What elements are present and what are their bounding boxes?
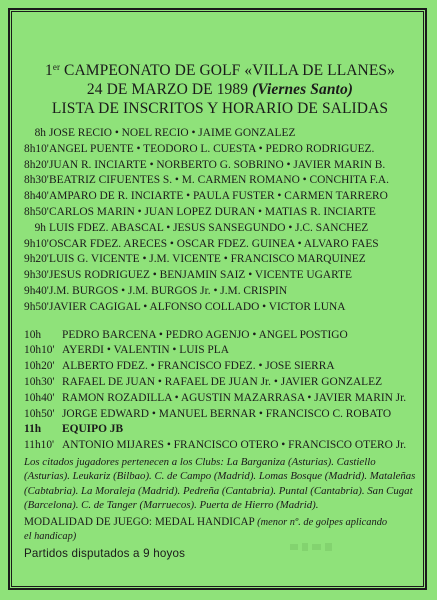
event-day-note: (Viernes Santo): [252, 81, 354, 98]
schedule-row: [24, 375, 416, 391]
player-names: RAFAEL DE JUAN • RAFAEL DE JUAN Jr. • JAVIER GONZALEZ: [62, 375, 383, 388]
schedule-row: [24, 284, 416, 300]
schedule-row: [24, 438, 416, 454]
tee-time: 9h10': [24, 237, 49, 250]
player-names: LUIS G. VICENTE • J.M. VICENTE • FRANCISCO MARQUINEZ: [49, 253, 366, 266]
modalidad-note: (menor nº. de golpes aplicando: [257, 516, 388, 528]
tee-time: 9h50': [24, 300, 49, 313]
schedule-row: [24, 359, 416, 375]
modalidad-label: MODALIDAD DE JUEGO: MEDAL HANDICAP: [24, 515, 255, 528]
title-line-1: [24, 58, 416, 80]
ordinal: 1: [44, 62, 53, 79]
player-names: EQUIPO JB: [62, 423, 124, 436]
title-line-3: LISTA DE INSCRITOS Y HORARIO DE SALIDAS: [51, 100, 389, 117]
document-content: [24, 58, 416, 560]
tee-time: 8h40': [24, 190, 49, 203]
schedule-row: [24, 158, 416, 174]
tee-time: 11h10': [24, 439, 55, 452]
schedule-row: [24, 391, 416, 407]
schedule-row: [24, 422, 416, 438]
tee-time: 10h30': [24, 375, 55, 388]
tee-time: 10h40': [24, 391, 55, 404]
player-names: BEATRIZ CIFUENTES S. • M. CARMEN ROMANO • CONCHITA F.A.: [49, 174, 389, 187]
tee-time: 10h: [24, 328, 42, 341]
modalidad-line: [24, 515, 416, 530]
ordinal-sup: er: [52, 62, 61, 72]
player-names: PEDRO BARCENA • PEDRO AGENJO • ANGEL POSTIGO: [62, 328, 348, 341]
tee-time: 9h: [34, 221, 46, 234]
tee-time: 9h40': [24, 284, 49, 297]
tee-time: 9h30': [24, 269, 49, 282]
event-date: 24 DE MARZO DE 1989: [86, 81, 249, 98]
schedule-row: [24, 205, 416, 221]
player-names: CARLOS MARIN • JUAN LOPEZ DURAN • MATIAS R. INCIARTE: [49, 205, 376, 218]
schedule-row: [24, 126, 416, 142]
player-names: JOSE RECIO • NOEL RECIO • JAIME GONZALEZ: [49, 127, 296, 139]
schedule-row: [24, 328, 416, 344]
faint-stamp-mark: [288, 540, 348, 554]
schedule-row: [24, 300, 416, 316]
player-names: RAMON ROZADILLA • AGUSTIN MAZARRASA • JAVIER MARIN Jr.: [62, 391, 407, 404]
tee-time: 11h: [24, 423, 42, 436]
player-names: J.M. BURGOS • J.M. BURGOS Jr. • J.M. CRISPIN: [49, 284, 288, 297]
modalidad-note-2: el handicap): [24, 530, 77, 542]
late-rows: [24, 328, 416, 454]
tee-time: 10h50': [24, 407, 55, 420]
player-names: AYERDI • VALENTIN • LUIS PLA: [62, 344, 229, 357]
player-names: JORGE EDWARD • MANUEL BERNAR • FRANCISCO C. ROBATO: [62, 407, 392, 420]
partidos-line: Partidos disputados a 9 hoyos: [24, 546, 186, 560]
player-names: ANGEL PUENTE • TEODORO L. CUESTA • PEDRO RODRIGUEZ.: [49, 142, 375, 155]
schedule-row: [24, 173, 416, 189]
schedule-row: [24, 221, 416, 237]
player-names: JESUS RODRIGUEZ • BENJAMIN SAIZ • VICENTE UGARTE: [49, 269, 352, 282]
player-names: JAVIER CAGIGAL • ALFONSO COLLADO • VICTOR LUNA: [49, 300, 346, 313]
tee-time: 10h10': [24, 344, 55, 357]
player-names: AMPARO DE R. INCIARTE • PAULA FUSTER • CARMEN TARRERO: [49, 190, 388, 203]
championship-name: CAMPEONATO DE GOLF «VILLA DE LLANES»: [64, 62, 395, 79]
tee-time: 8h30': [24, 174, 49, 187]
tee-time: 8h: [34, 127, 46, 139]
tee-time: 8h10': [24, 142, 49, 155]
schedule-row: [24, 268, 416, 284]
player-names: LUIS FDEZ. ABASCAL • JESUS SANSEGUNDO • J.C. SANCHEZ: [49, 221, 369, 234]
schedule-list: [24, 126, 416, 454]
clubs-paragraph: Los citados jugadores pertenecen a los Clubs: La Barganiza (Asturias). Castiello (Asturias). Leukariz (Bilbao). C. de Campo (Madrid). Lomas Bosque (Madrid). Mataleñas (Cabtabria). La Moraleja (Madrid). Pedreña (Cantabria). Puntal (Cantabria). San Cugat (Barcelona). C. de Tanger (Marruecos). Puerta de Hierro (Madrid).: [24, 455, 416, 512]
morning-rows: [24, 126, 416, 316]
schedule-row: [24, 237, 416, 253]
schedule-row: [24, 142, 416, 158]
tee-time: 10h20': [24, 360, 55, 373]
schedule-row: [24, 189, 416, 205]
player-names: OSCAR FDEZ. ARECES • OSCAR FDEZ. GUINEA • ALVARO FAES: [49, 237, 379, 250]
tee-time: 9h20': [24, 253, 49, 266]
player-names: JUAN R. INCIARTE • NORBERTO G. SOBRINO • JAVIER MARIN B.: [49, 158, 386, 171]
schedule-gap: [24, 316, 416, 328]
title-line-2: [24, 80, 416, 99]
tee-time: 8h50': [24, 205, 49, 218]
schedule-row: [24, 407, 416, 423]
tee-time: 8h20': [24, 158, 49, 171]
schedule-row: [24, 343, 416, 359]
player-names: ALBERTO FDEZ. • FRANCISCO FDEZ. • JOSE SIERRA: [62, 360, 335, 373]
schedule-row: [24, 252, 416, 268]
player-names: ANTONIO MIJARES • FRANCISCO OTERO • FRANCISCO OTERO Jr.: [62, 439, 407, 452]
